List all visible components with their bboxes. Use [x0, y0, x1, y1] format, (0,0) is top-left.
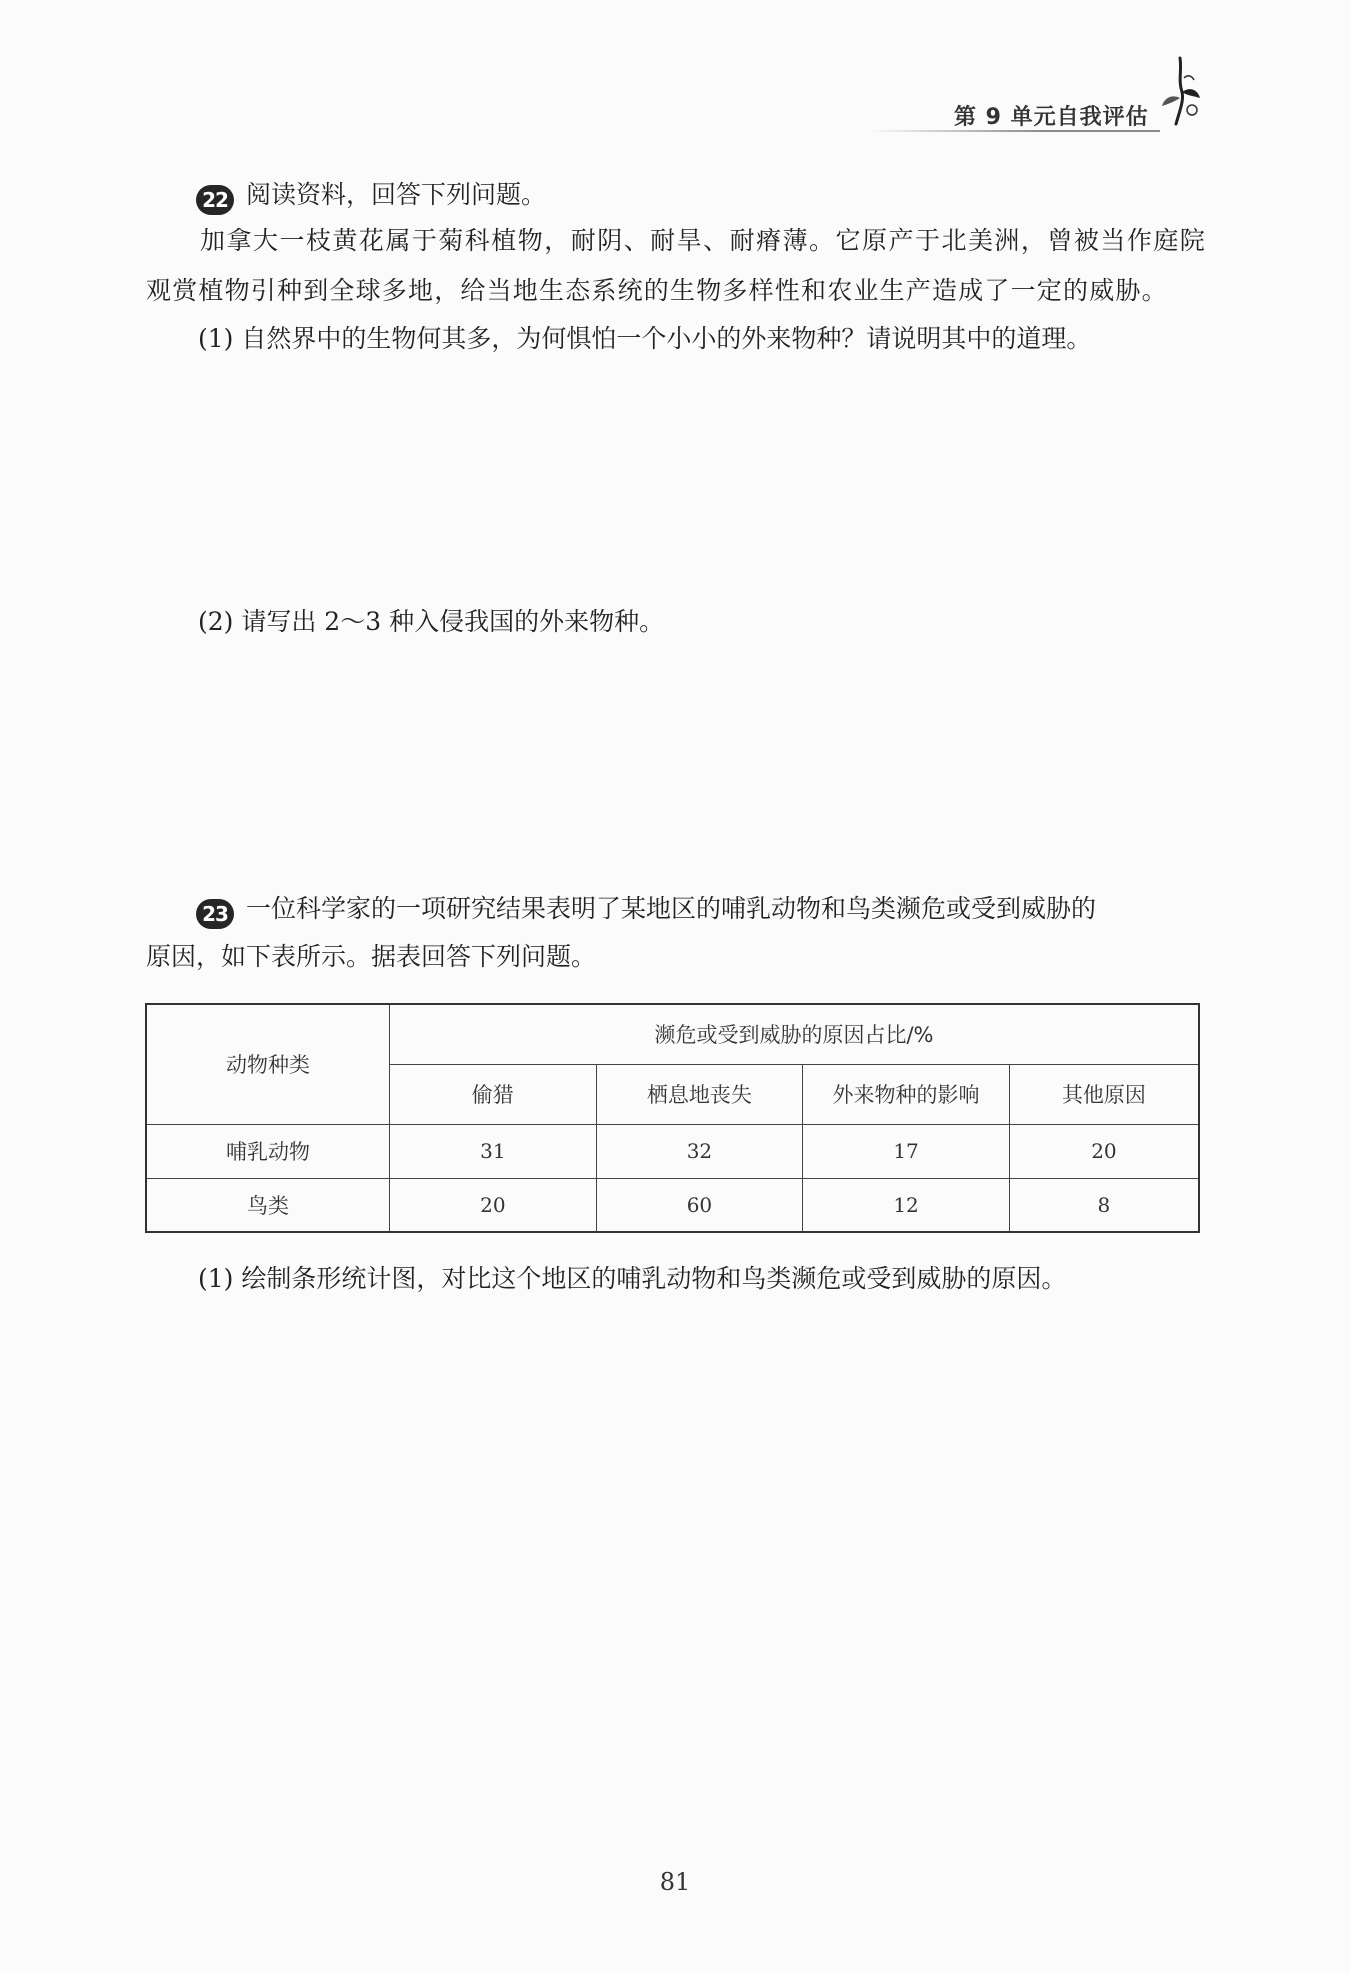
column-header: 偷猎	[390, 1064, 597, 1124]
question-number-badge: 22	[196, 185, 234, 215]
unit-title: 第 9 单元自我评估	[954, 105, 1149, 130]
table-cell: 8	[1009, 1178, 1199, 1232]
question-number-badge: 23	[196, 899, 234, 929]
question-22-sub-1: (1) 自然界中的生物何其多，为何惧怕一个小小的外来物种？请说明其中的道理。	[198, 324, 1092, 353]
table-cell: 60	[596, 1178, 803, 1232]
column-header: 栖息地丧失	[596, 1064, 803, 1124]
column-header: 其他原因	[1009, 1064, 1199, 1124]
page-header	[0, 0, 1350, 140]
table-cell: 12	[803, 1178, 1010, 1232]
question-23-prompt-line1: 一位科学家的一项研究结果表明了某地区的哺乳动物和鸟类濒危或受到威胁的	[246, 894, 1097, 923]
question-23-sub-1: (1) 绘制条形统计图，对比这个地区的哺乳动物和鸟类濒危或受到威胁的原因。	[198, 1264, 1067, 1293]
table-cell: 20	[390, 1178, 597, 1232]
table-row	[146, 1178, 1199, 1232]
question-22-material: 加拿大一枝黄花属于菊科植物，耐阴、耐旱、耐瘠薄。它原产于北美洲，曾被当作庭院观赏植物引种到全球多地，给当地生态系统的生物多样性和农业生产造成了一定的威胁。	[146, 226, 1206, 305]
question-23-heading	[196, 892, 1096, 929]
threat-causes-table	[145, 1003, 1200, 1233]
row-header-animal-type: 动物种类	[146, 1004, 390, 1124]
question-22-sub-2: (2) 请写出 2～3 种入侵我国的外来物种。	[198, 607, 665, 636]
table-cell: 32	[596, 1124, 803, 1178]
table-cell: 31	[390, 1124, 597, 1178]
table-cell: 17	[803, 1124, 1010, 1178]
question-22-heading	[196, 178, 546, 215]
row-label: 鸟类	[146, 1178, 390, 1232]
row-label: 哺乳动物	[146, 1124, 390, 1178]
table-row	[146, 1124, 1199, 1178]
question-23-prompt-line2: 原因，如下表所示。据表回答下列问题。	[146, 942, 597, 971]
group-header-causes: 濒危或受到威胁的原因占比/%	[390, 1004, 1199, 1064]
flower-ornament-icon	[1158, 52, 1208, 142]
page-number: 81	[659, 1868, 691, 1896]
column-header: 外来物种的影响	[803, 1064, 1010, 1124]
question-22-prompt: 阅读资料，回答下列问题。	[246, 180, 547, 209]
table-cell: 20	[1009, 1124, 1199, 1178]
